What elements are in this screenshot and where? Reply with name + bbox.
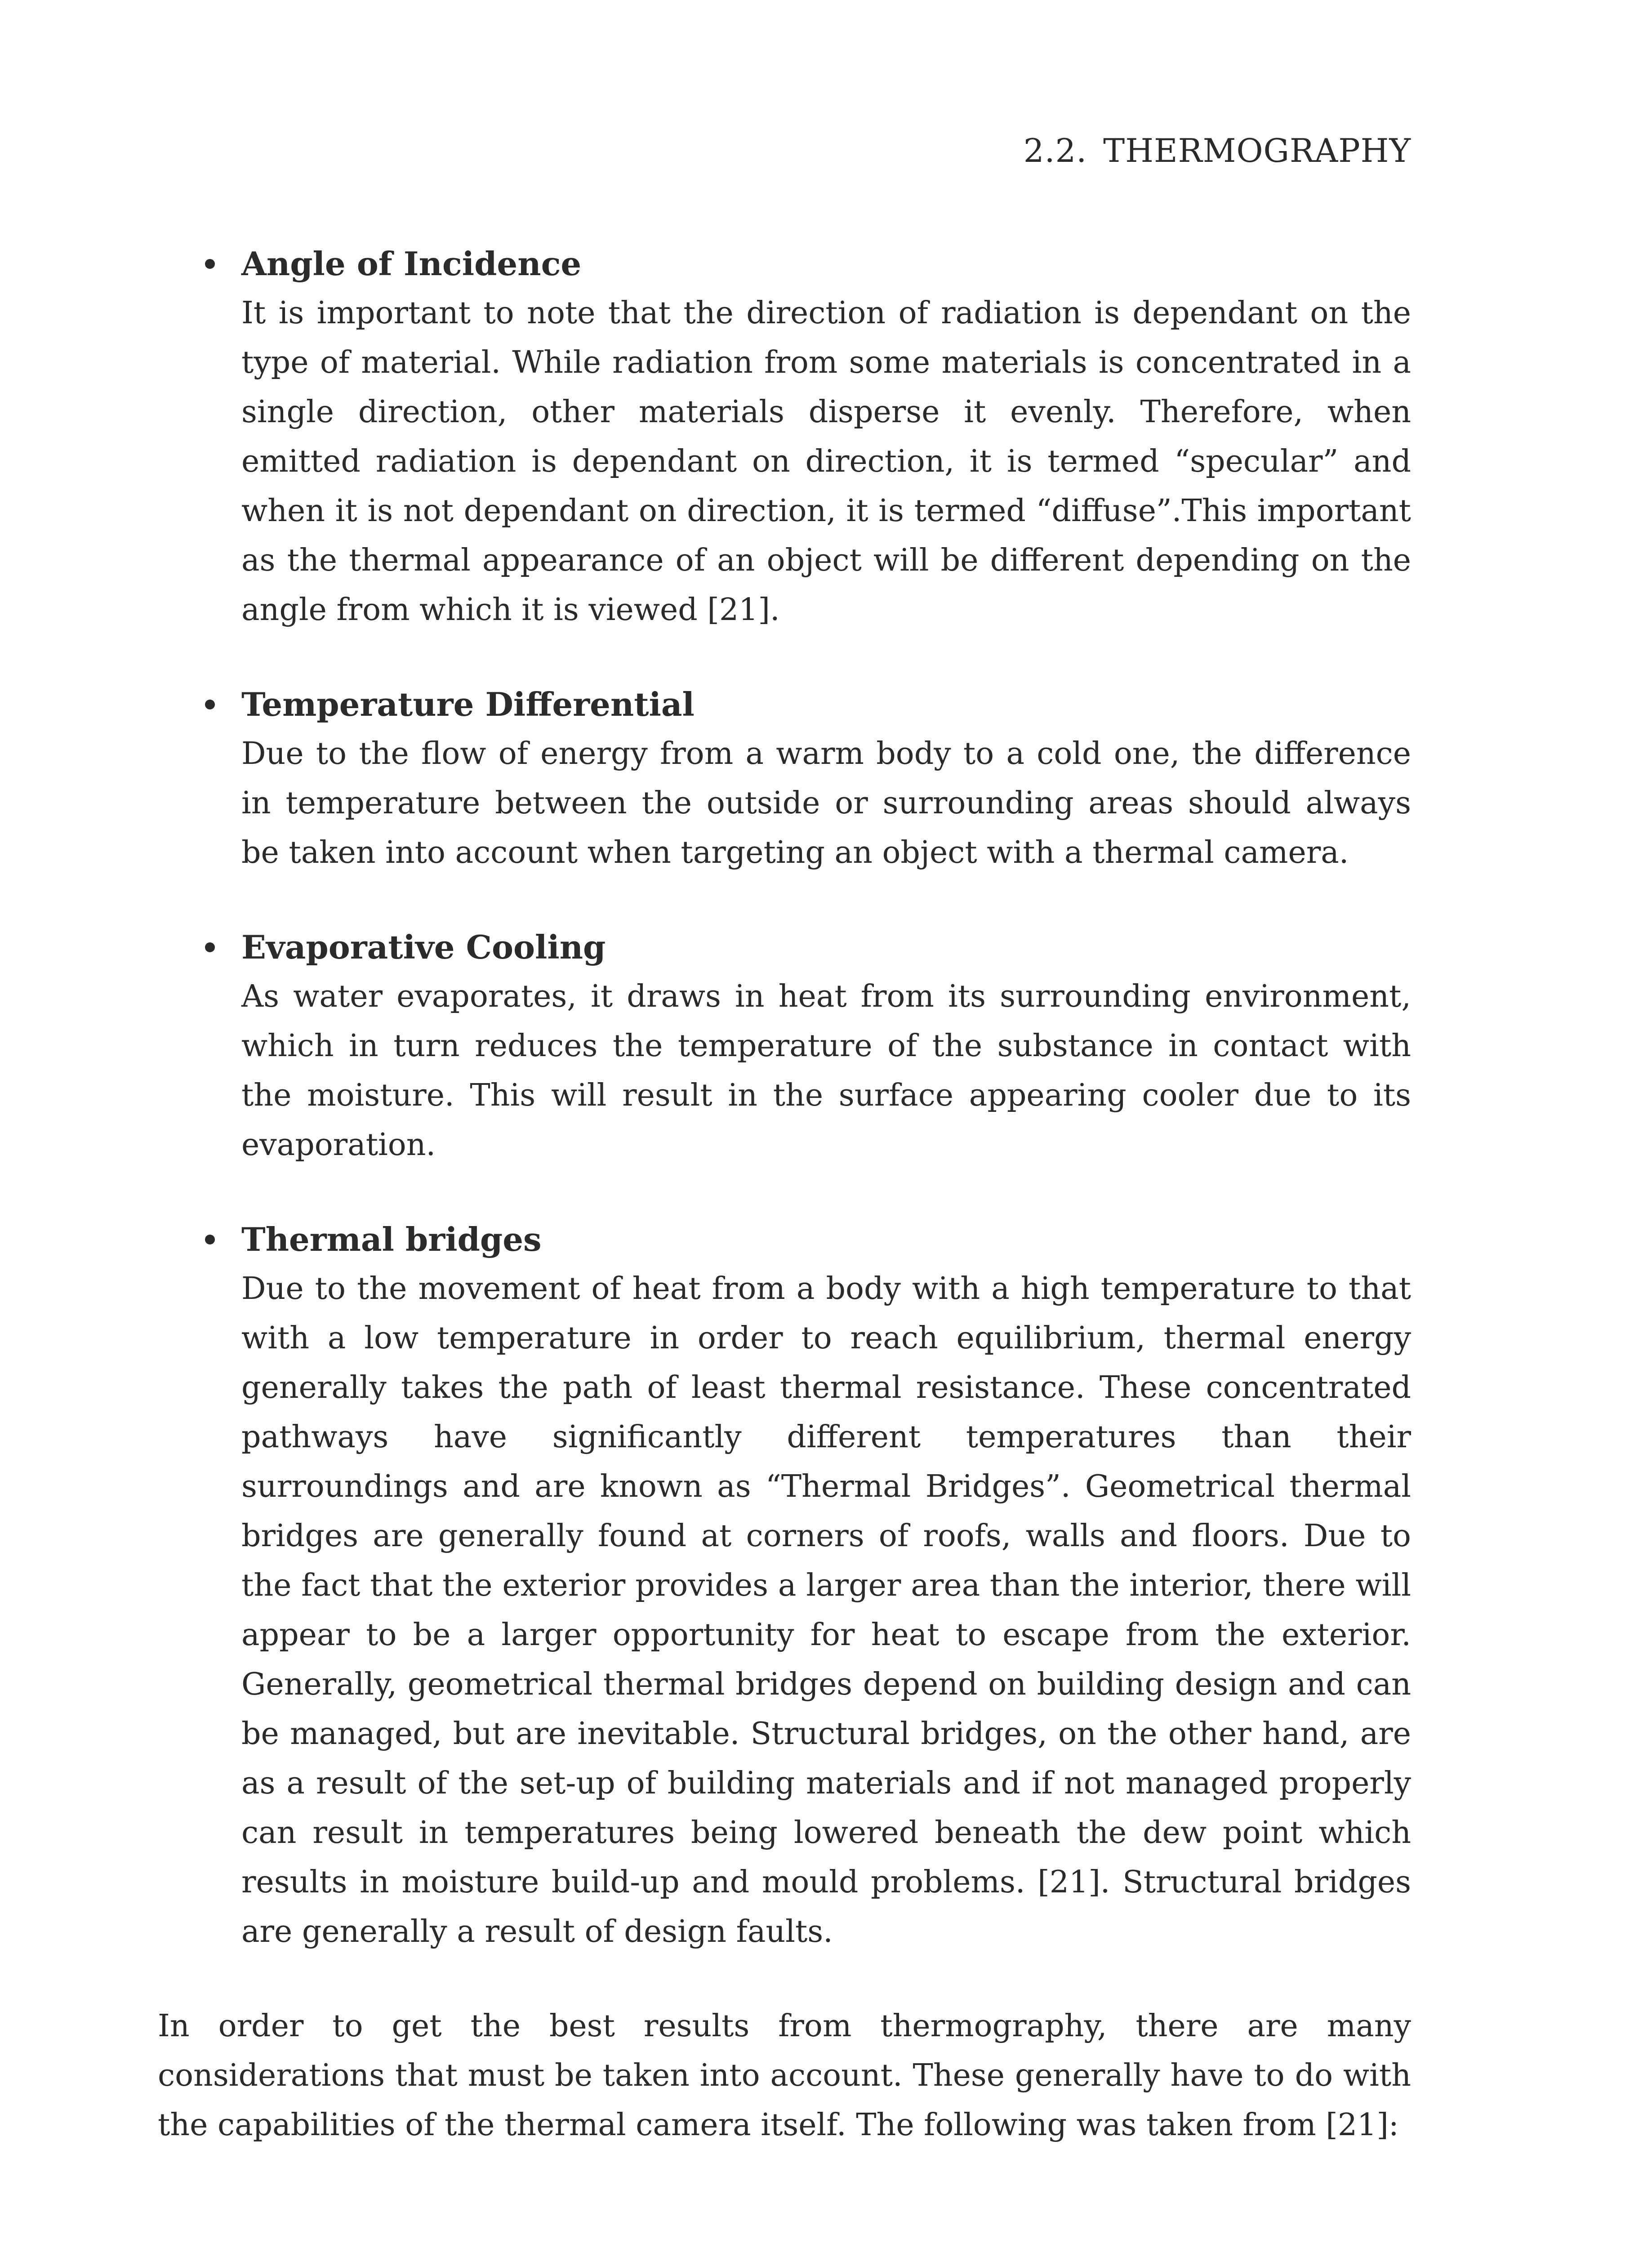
list-item-title: Temperature Differential [241,685,695,723]
list-item-evaporative-cooling [158,923,1411,1170]
bullet-icon [205,259,215,269]
list-item-text: As water evaporates, it draws in heat from its surrounding environment, which in turn reduces the temperature of the substance in contact with the moisture. This will result in the surface appearing cooler due to its evaporation. [241,979,1411,1163]
section-title: THERMOGRAPHY [1103,132,1411,169]
list-item-text: It is important to note that the direction of radiation is dependant on the type of material. While radiation from some materials is concentrated in a single direction, other materials disperse it evenly. Therefore, when emitted radiation is dependant on direction, it is termed “specular” and when it is not dependant on direction, it is termed “diffuse”.This important as the thermal appearance of an object will be different depending on the angle from which it is viewed [21]. [241,295,1411,628]
bullet-icon [205,700,215,709]
bullet-icon [205,942,215,952]
list-item-angle-of-incidence [158,239,1411,635]
section-number: 2.2. [1023,132,1087,169]
list-item-thermal-bridges [158,1215,1411,1957]
running-header [1024,130,1411,171]
main-content [158,239,1411,2248]
list-item-title: Thermal bridges [241,1220,542,1258]
list-item-text: Due to the flow of energy from a warm body to a cold one, the difference in temperature between the outside or surrounding areas should always be taken into account when targeting an object with a thermal camera. [241,736,1411,870]
body-paragraph: In order to get the best results from thermography, there are many considerations that must be taken into account. These generally have to do with the capabilities of the thermal camera itself. The following was taken from [21]: [158,2008,1411,2143]
list-item-title: Angle of Incidence [241,245,582,283]
bullet-icon [205,1235,215,1244]
list-item-text: Due to the movement of heat from a body with a high temperature to that with a low temperature in order to reach equilibrium, thermal energy generally takes the path of least thermal resistance. These concentrated pathways have significantly different temperatures than their surroundings and are known as “Thermal Bridges”. Geometrical thermal bridges are generally found at corners of roofs, walls and floors. Due to the fact that the exterior provides a larger area than the interior, there will appear to be a larger opportunity for heat to escape from the exterior. Generally, geometrical thermal bridges depend on building design and can be managed, but are inevitable. Structural bridges, on the other hand, are as a result of the set-up of building materials and if not managed properly can result in temperatures being lowered beneath the dew point which results in moisture build-up and mould problems. [21]. Structural bridges are generally a result of design faults. [241,1271,1411,1949]
list-item-temperature-differential [158,680,1411,878]
list-item-title: Evaporative Cooling [241,928,606,966]
